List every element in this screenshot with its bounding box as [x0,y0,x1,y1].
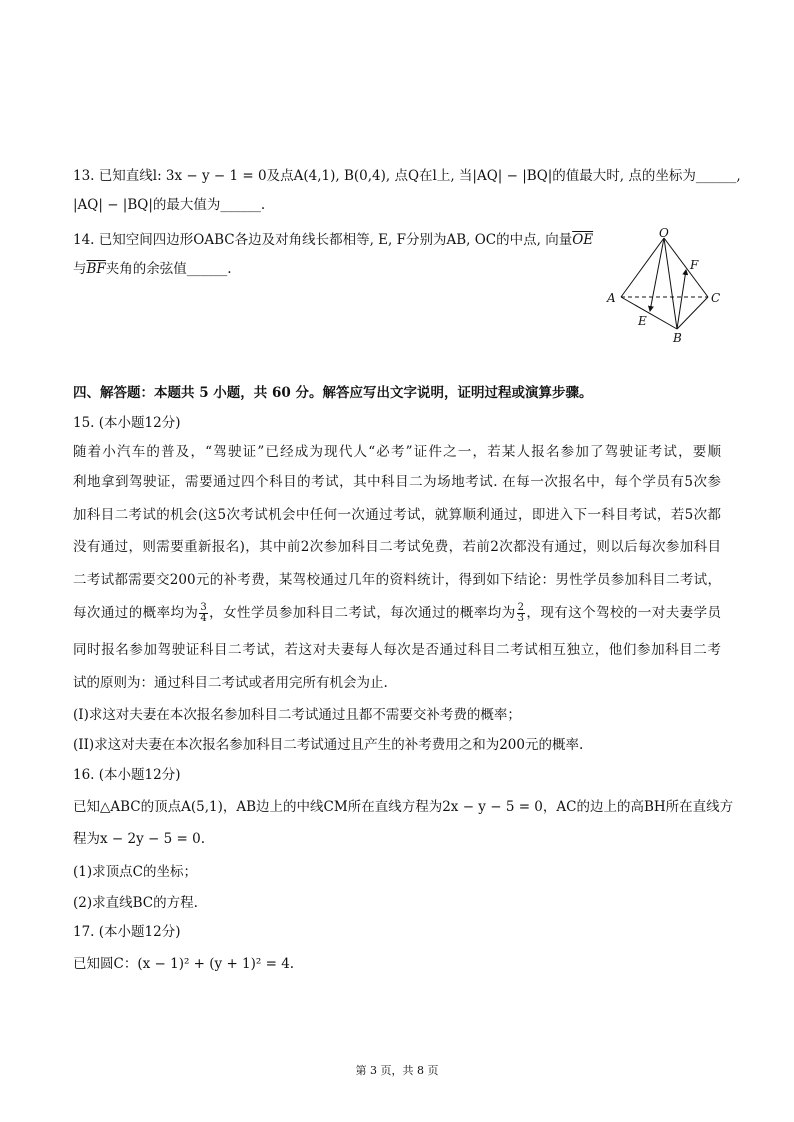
q13-end: . [260,197,266,213]
q14-line2 [73,259,232,279]
frac1-denominator: 4 [200,613,207,624]
q14-text2a: 与 [73,261,87,277]
q15-line3: 加科目二考试的机会(这5次考试机会中任何一次通过考试，就算顺利通过，即进入下一科目考试，若5次都 [73,507,721,523]
q17-header: 17. (本小题12分) [73,924,181,940]
label-e: E [638,314,647,328]
q15-line4: 没有通过，则需要重新报名)，其中前2次参加科目二考试免费，若前2次都没有通过，则以后每次参加科目 [73,539,721,555]
q13-blank2: ______ [220,197,261,213]
q13-line1: 13. 已知直线l: 3x − y − 1 = 0及点A(4,1), B(0,4), 点Q在l上, 当|AQ| − |BQ|的值最大时, 点的坐标为______, [73,168,741,184]
q15-header: 15. (本小题12分) [73,415,181,431]
q14-vector-bf: $\overline{BF}$ [86,261,106,277]
frac2-numerator: 2 [517,602,524,613]
vector-oe-arrow [650,238,664,311]
page-footer: 第 3 页，共 8 页 [355,1064,439,1077]
q15-line5: 二考试都需要交200元的补考费，某驾校通过几年的资料统计，得到如下结论：男性学员参加科目二考试， [73,572,721,588]
q13-text2: |AQ| − |BQ|的最大值为 [73,197,221,213]
vector-bf-arrow [677,270,686,329]
tetrahedron-figure [600,225,730,347]
label-o: O [659,226,669,240]
q16-part2: (2)求直线BC的方程. [73,895,198,911]
fraction-two-thirds [517,603,525,624]
q16-header: 16. (本小题12分) [73,767,181,783]
fraction-three-quarters [199,603,207,624]
q14-blank: ______ [186,261,228,277]
q14-line1 [73,230,593,250]
q15-line8: 试的原则为：通过科目二考试或者用完所有机会为止. [73,675,388,691]
edge-ob [664,238,677,329]
label-f: F [690,258,699,272]
label-c: C [711,291,721,305]
q13-blank1: ______ [695,168,737,184]
q15-line6-a: 每次通过的概率均为 [73,605,199,621]
q13-line2 [73,195,265,215]
q14-text1: 14. 已知空间四边形OABC各边及对角线长都相等, E, F分别为AB, OC的中点, 向量 [73,232,573,248]
q15-line6-c: ，现有这个驾校的一对夫妻学员 [526,605,722,621]
q13-text1: 13. 已知直线l: 3x − y − 1 = 0及点A(4,1), B(0,4), 点Q在l上, 当|AQ| − |BQ|的值最大时, 点的坐标为 [73,168,696,184]
frac1-numerator: 3 [200,602,207,613]
q15-line7: 同时报名参加驾驶证科目二考试，若这对夫妻每人每次是否通过科目二考试相互独立，他们参加科目二考 [73,642,721,658]
q14-end: . [227,261,232,277]
q14-text2b: 夹角的余弦值 [105,261,187,277]
label-a: A [607,291,616,305]
q15-line2: 利地拿到驾驶证，需要通过四个科目的考试，其中科目二为场地考试. 在每一次报名中，每个学员有5次参 [73,474,721,490]
q15-part1: (I)求这对夫妻在本次报名参加科目二考试通过且都不需要交补考费的概率； [73,707,521,723]
q16-part1: (1)求顶点C的坐标； [73,864,197,880]
q17-line1: 已知圆C：(x − 1)² + (y + 1)² = 4. [73,956,295,972]
q15-part2: (II)求这对夫妻在本次报名参加科目二考试通过且产生的补考费用之和为200元的概率. [73,737,584,753]
label-b: B [673,331,682,345]
q16-line2: 程为x − 2y − 5 = 0. [73,831,205,847]
edge-ab [621,297,677,329]
q14-vector-oe: $\overline{OE}$ [572,232,594,248]
edge-oa [621,238,664,297]
q16-line1: 已知△ABC的顶点A(5,1)，AB边上的中线CM所在直线方程为2x − y − 5 = 0，AC的边上的高BH所在直线方 [73,799,734,815]
edge-oc [664,238,708,297]
q15-line6 [73,603,721,624]
section4-heading: 四、解答题：本题共 5 小题，共 60 分。解答应写出文字说明，证明过程或演算步骤。 [73,385,593,401]
q15-line1: 随着小汽车的普及，“驾驶证”已经成为现代人“必考”证件之一，若某人报名参加了驾驶证考试，要顺 [73,444,721,460]
q15-line6-b: ，女性学员参加科目二考试，每次通过的概率均为 [208,605,516,621]
frac2-denominator: 3 [517,613,524,624]
